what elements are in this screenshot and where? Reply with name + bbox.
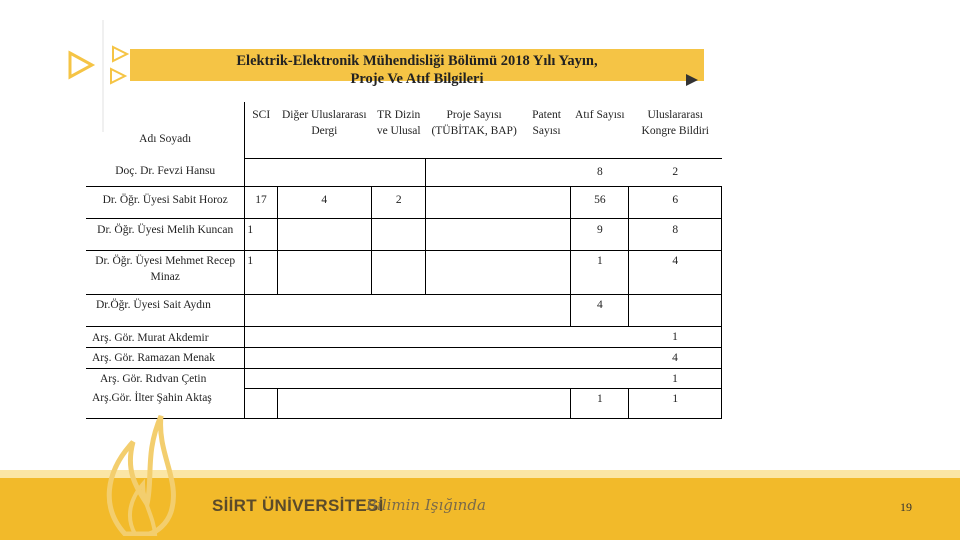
cell-kongre: 4: [629, 347, 722, 368]
cell-tr: [372, 250, 426, 294]
cell-tr: [372, 388, 426, 418]
small-triangle-icon: [108, 66, 128, 86]
cell-diger: [277, 326, 372, 347]
cell-diger: [277, 388, 372, 418]
cell-patent: [522, 218, 570, 250]
cell-kongre: [629, 294, 722, 326]
cell-tr: [372, 347, 426, 368]
cell-sci: [245, 326, 277, 347]
page-number: 19: [900, 500, 912, 514]
cell-diger: [277, 368, 372, 388]
cell-atif: 4: [571, 294, 629, 326]
table-row: [86, 158, 722, 186]
cell-name: Dr. Öğr. Üyesi Sabit Horoz: [86, 186, 245, 218]
cell-tr: [372, 218, 426, 250]
header-name: Adı Soyadı: [139, 133, 192, 145]
cell-proje: [426, 294, 523, 326]
table-row: [86, 326, 722, 347]
small-triangle-icon: [110, 44, 130, 64]
cell-patent: [522, 250, 570, 294]
cell-kongre: 1: [629, 368, 722, 388]
table-row: [86, 250, 722, 294]
cell-diger: [277, 294, 372, 326]
cell-atif: [571, 326, 629, 347]
cell-name: Dr. Öğr. Üyesi Melih Kuncan: [86, 218, 245, 250]
table-row: [86, 294, 722, 326]
cell-tr: [372, 158, 426, 186]
cell-atif: 9: [571, 218, 629, 250]
cell-tr: [372, 294, 426, 326]
cell-proje: [426, 388, 523, 418]
cell-kongre: 6: [629, 186, 722, 218]
cell-kongre: 1: [629, 388, 722, 418]
cell-name: Arş. Gör. Murat Akdemir: [92, 331, 209, 344]
cell-sci: 1: [245, 218, 277, 250]
table-row: [86, 218, 722, 250]
cell-diger: [277, 158, 372, 186]
cell-proje: [426, 218, 523, 250]
cell-atif: [571, 368, 629, 388]
cell-kongre: 8: [629, 218, 722, 250]
table-header-row: [86, 102, 722, 158]
cell-patent: [522, 347, 570, 368]
cell-sci: [245, 368, 277, 388]
title-line-1: Elektrik-Elektronik Mühendisliği Bölümü 2018 Yılı Yayın,: [236, 53, 598, 69]
cell-atif: 1: [571, 388, 629, 418]
publication-table: [86, 102, 722, 419]
cell-patent: [522, 326, 570, 347]
header-atif: Atıf Sayısı: [575, 109, 625, 121]
cell-patent: [522, 368, 570, 388]
cell-name: Dr.Öğr. Üyesi Sait Aydın: [86, 294, 245, 326]
cell-proje: [426, 347, 523, 368]
cell-proje: [426, 250, 523, 294]
cell-sci: 17: [245, 186, 277, 218]
play-triangle-icon: [66, 50, 96, 80]
university-name: SİİRT ÜNİVERSİTESİ: [212, 496, 384, 515]
header-proje: Proje Sayısı (TÜBİTAK, BAP): [431, 109, 517, 137]
cell-name: Arş. Gör. Rıdvan Çetin: [100, 372, 207, 385]
header-sci: SCI: [245, 102, 277, 158]
cell-atif: [571, 347, 629, 368]
cell-kongre: 4: [629, 250, 722, 294]
cell-diger: 4: [277, 186, 372, 218]
cell-diger: [277, 347, 372, 368]
slide-title: [130, 52, 704, 88]
header-kongre: Uluslararası Kongre Bildiri: [641, 109, 709, 137]
cell-patent: [522, 158, 570, 186]
header-tr: TR Dizin ve Ulusal: [376, 109, 421, 137]
university-motto: Bilimin Işığında: [366, 496, 486, 514]
cell-kongre: 2: [629, 158, 722, 186]
title-line-2: Proje Ve Atıf Bilgileri: [350, 71, 484, 87]
cell-name: Arş.Gör. İlter Şahin Aktaş: [86, 388, 245, 418]
header-diger: Diğer Uluslararası Dergi: [281, 109, 367, 137]
cell-patent: [522, 186, 570, 218]
cell-tr: [372, 326, 426, 347]
cell-sci: [245, 388, 277, 418]
cell-proje: [426, 326, 523, 347]
cell-sci: 1: [245, 250, 277, 294]
cell-name: Arş. Gör. Ramazan Menak: [86, 347, 245, 368]
cell-diger: [277, 250, 372, 294]
cell-tr: [372, 368, 426, 388]
table-row: [86, 368, 722, 388]
cell-sci: [245, 158, 277, 186]
cell-proje: [426, 158, 523, 186]
cell-name: Doç. Dr. Fevzi Hansu: [115, 165, 216, 177]
header-patent: Patent Sayısı: [532, 109, 561, 137]
cell-diger: [277, 218, 372, 250]
cell-atif: 8: [571, 158, 629, 186]
cell-sci: [245, 347, 277, 368]
cell-name: Dr. Öğr. Üyesi Mehmet Recep Minaz: [86, 250, 245, 294]
cell-patent: [522, 294, 570, 326]
flame-logo-icon: [95, 408, 191, 536]
cell-patent: [522, 388, 570, 418]
table-row: [86, 186, 722, 218]
cell-sci: [245, 294, 277, 326]
table-row: [86, 347, 722, 368]
cell-proje: [426, 186, 523, 218]
cell-proje: [426, 368, 523, 388]
dark-arrow-icon: [684, 72, 700, 88]
cell-atif: 56: [571, 186, 629, 218]
cell-atif: 1: [571, 250, 629, 294]
cell-tr: 2: [372, 186, 426, 218]
cell-kongre: 1: [629, 326, 722, 347]
